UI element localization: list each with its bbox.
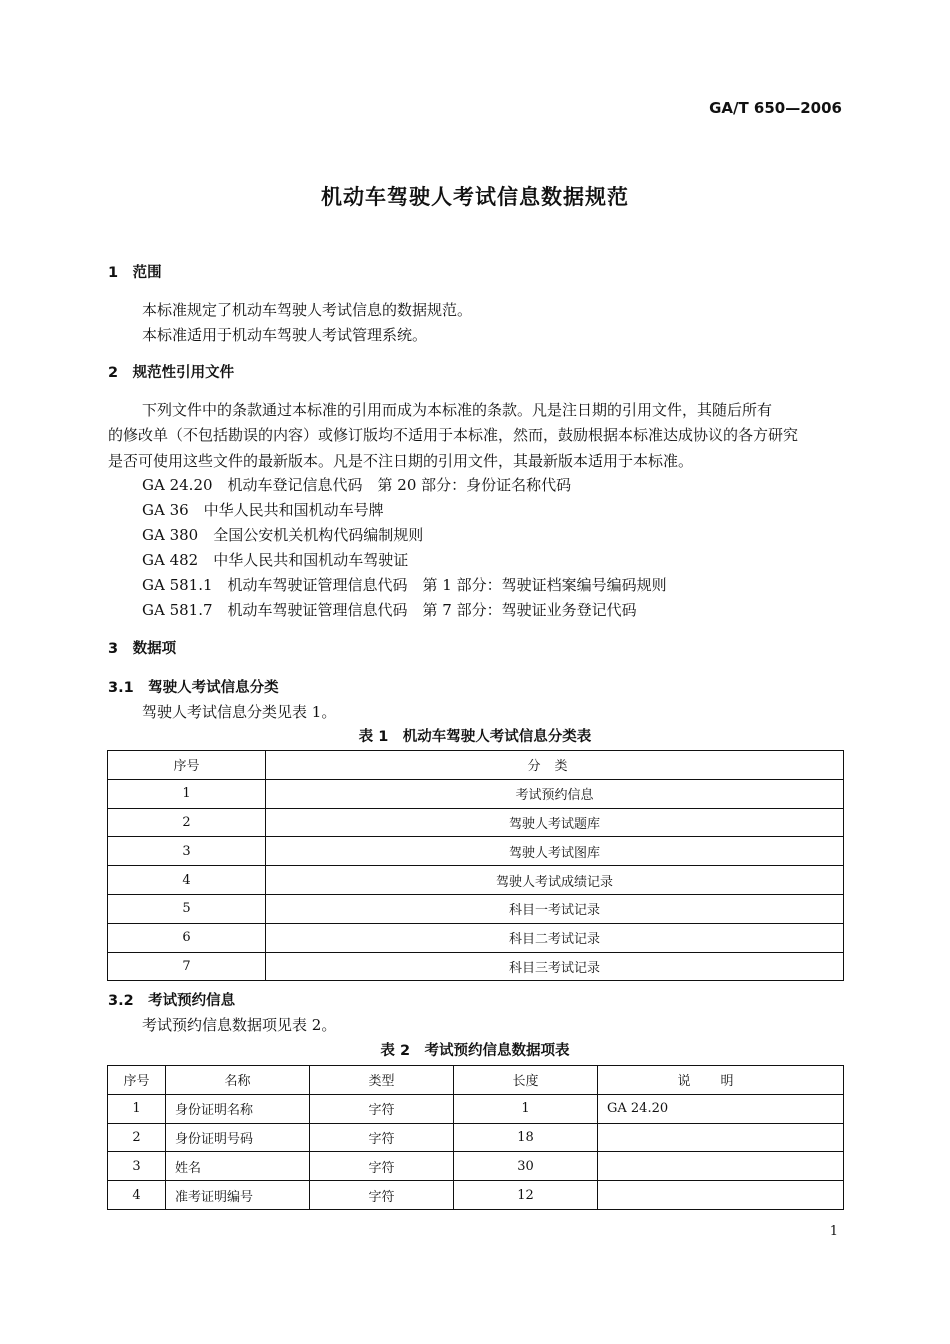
cell-type: 字符 <box>310 1181 454 1210</box>
cell-length: 18 <box>454 1123 598 1152</box>
cell-length: 1 <box>454 1094 598 1123</box>
cell-index: 7 <box>108 952 266 981</box>
cell-index: 3 <box>108 837 266 866</box>
reference-item: GA 36 中华人民共和国机动车号牌 <box>142 501 384 519</box>
column-header-index: 序号 <box>108 1066 166 1095</box>
cell-category: 驾驶人考试图库 <box>266 837 844 866</box>
cell-index: 1 <box>108 1094 166 1123</box>
cell-description: GA 24.20 <box>598 1094 844 1123</box>
cell-index: 2 <box>108 808 266 837</box>
table-row <box>108 1094 844 1123</box>
cell-index: 1 <box>108 779 266 808</box>
table-row <box>108 1152 844 1181</box>
cell-index: 5 <box>108 894 266 923</box>
cell-name: 身份证明名称 <box>166 1094 310 1123</box>
cell-index: 4 <box>108 866 266 895</box>
column-header-index: 序号 <box>108 751 266 780</box>
table-row <box>108 779 844 808</box>
cell-name: 准考证明编号 <box>166 1181 310 1210</box>
column-header-category: 分类 <box>266 751 844 780</box>
table-row <box>108 866 844 895</box>
document-title: 机动车驾驶人考试信息数据规范 <box>321 185 629 209</box>
cell-description <box>598 1181 844 1210</box>
cell-description <box>598 1123 844 1152</box>
reference-item: GA 482 中华人民共和国机动车驾驶证 <box>142 551 409 569</box>
table-row <box>108 894 844 923</box>
table-row <box>108 1123 844 1152</box>
column-header-length: 长度 <box>454 1066 598 1095</box>
cell-index: 6 <box>108 923 266 952</box>
section-3-2-heading: 3.2 考试预约信息 <box>108 993 236 1009</box>
cell-category: 考试预约信息 <box>266 779 844 808</box>
reference-item: GA 581.7 机动车驾驶证管理信息代码 第 7 部分：驾驶证业务登记代码 <box>142 601 637 619</box>
cell-name: 身份证明号码 <box>166 1123 310 1152</box>
table-header-row <box>108 1066 844 1095</box>
column-header-name: 名称 <box>166 1066 310 1095</box>
page-number: 1 <box>829 1224 838 1239</box>
section-3-1-para: 驾驶人考试信息分类见表 1。 <box>142 703 337 721</box>
cell-type: 字符 <box>310 1094 454 1123</box>
section-3-heading: 3 数据项 <box>108 641 177 657</box>
section-2-intro-line-2: 的修改单（不包括勘误的内容）或修订版均不适用于本标准，然而，鼓励根据本标准达成协议的各方研究 <box>108 426 799 444</box>
table-row <box>108 1181 844 1210</box>
table-row <box>108 923 844 952</box>
column-header-type: 类型 <box>310 1066 454 1095</box>
section-3-1-heading: 3.1 驾驶人考试信息分类 <box>108 680 279 696</box>
table-header-row <box>108 751 844 780</box>
table-2 <box>107 1065 844 1210</box>
section-2-intro-line-3: 是否可使用这些文件的最新版本。凡是不注日期的引用文件，其最新版本适用于本标准。 <box>108 452 694 470</box>
reference-item: GA 380 全国公安机关机构代码编制规则 <box>142 526 424 544</box>
table-row <box>108 837 844 866</box>
table-2-caption: 表 2 考试预约信息数据项表 <box>380 1043 570 1059</box>
reference-item: GA 581.1 机动车驾驶证管理信息代码 第 1 部分：驾驶证档案编号编码规则 <box>142 576 667 594</box>
standard-code: GA/T 650—2006 <box>709 99 842 117</box>
cell-length: 30 <box>454 1152 598 1181</box>
cell-index: 2 <box>108 1123 166 1152</box>
section-1-heading: 1 范围 <box>108 265 162 281</box>
section-2-intro-line-1: 下列文件中的条款通过本标准的引用而成为本标准的条款。凡是注日期的引用文件，其随后所有 <box>142 401 773 419</box>
section-2-heading: 2 规范性引用文件 <box>108 365 235 381</box>
cell-length: 12 <box>454 1181 598 1210</box>
section-3-2-para: 考试预约信息数据项见表 2。 <box>142 1016 337 1034</box>
cell-category: 驾驶人考试题库 <box>266 808 844 837</box>
table-row <box>108 952 844 981</box>
cell-category: 科目一考试记录 <box>266 894 844 923</box>
cell-description <box>598 1152 844 1181</box>
column-header-description: 说明 <box>598 1066 844 1095</box>
cell-category: 科目二考试记录 <box>266 923 844 952</box>
cell-category: 驾驶人考试成绩记录 <box>266 866 844 895</box>
cell-name: 姓名 <box>166 1152 310 1181</box>
cell-index: 4 <box>108 1181 166 1210</box>
section-1-para-2: 本标准适用于机动车驾驶人考试管理系统。 <box>142 326 428 344</box>
reference-item: GA 24.20 机动车登记信息代码 第 20 部分：身份证名称代码 <box>142 476 572 494</box>
cell-type: 字符 <box>310 1123 454 1152</box>
cell-category: 科目三考试记录 <box>266 952 844 981</box>
cell-type: 字符 <box>310 1152 454 1181</box>
table-1-caption: 表 1 机动车驾驶人考试信息分类表 <box>358 729 592 745</box>
table-row <box>108 808 844 837</box>
section-1-para-1: 本标准规定了机动车驾驶人考试信息的数据规范。 <box>142 301 473 319</box>
cell-index: 3 <box>108 1152 166 1181</box>
table-1 <box>107 750 844 981</box>
